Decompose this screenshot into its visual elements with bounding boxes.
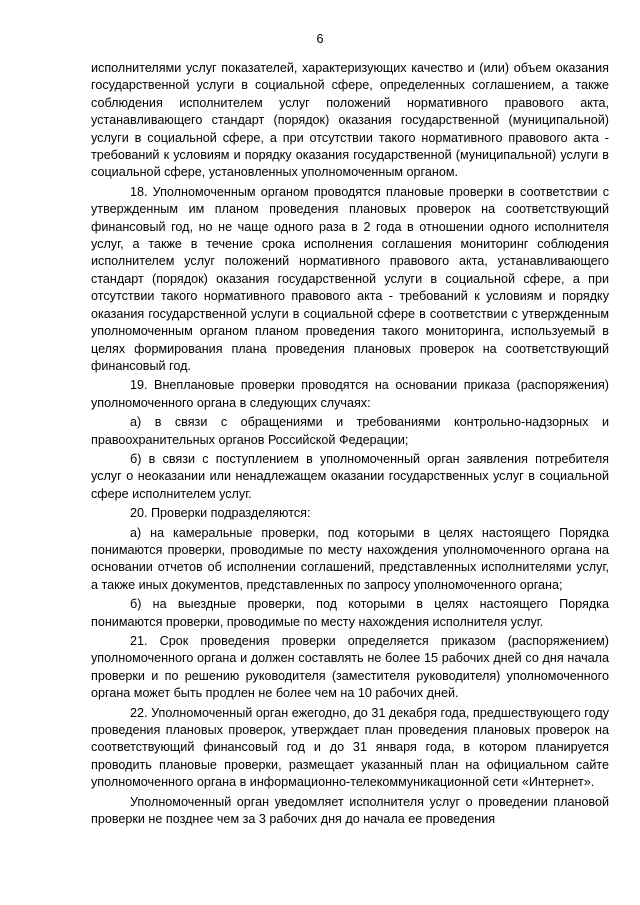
paragraph-20-b: б) на выездные проверки, под которыми в целях настоящего Порядка понимаются проверки, проводимые по месту нахождения исполнителя услуг.	[91, 597, 609, 629]
paragraph-20: 20. Проверки подразделяются:	[130, 506, 311, 521]
document-body	[91, 60, 609, 830]
paragraph-19-a: а) в связи с обращениями и требованиями контрольно-надзорных и правоохранительных органов Российской Федерации;	[91, 415, 609, 447]
paragraph-19-b: б) в связи с поступлением в уполномоченный орган заявления потребителя услуг о неоказании или ненадлежащем оказании государственных услуг в социальной сфере исполнителем услуг.	[91, 451, 609, 501]
paragraph-20-a: а) на камеральные проверки, под которыми в целях настоящего Порядка понимаются проверки, проводимые по месту нахождения уполномоченного органа на основании отчетов об исполнении соглашений, представленных исполнителями услуг, а также иных документов, представленных по запросу уполномоченного органа;	[91, 525, 609, 592]
paragraph-21: 21. Срок проведения проверки определяется приказом (распоряжением) уполномоченного органа и должен составлять не более 15 рабочих дней со дня начала проверки и по решению руководителя (заместителя руководителя) уполномоченного органа может быть продлен не более чем на 10 рабочих дней.	[91, 634, 609, 701]
paragraph-22: 22. Уполномоченный орган ежегодно, до 31 декабря года, предшествующего году проведения плановых проверок, утверждает план проведения плановых проверок на соответствующий финансовый год и до 31 января года, в котором планируется проводить плановые проверки, размещает указанный план на официальном сайте уполномоченного органа в информационно-телекоммуникационной сети «Интернет».	[91, 705, 609, 790]
paragraph-22-notice: Уполномоченный орган уведомляет исполнителя услуг о проведении плановой проверки не позднее чем за 3 рабочих дня до начала ее проведения	[91, 794, 609, 827]
paragraph-19: 19. Внеплановые проверки проводятся на основании приказа (распоряжения) уполномоченного органа в следующих случаях:	[91, 378, 609, 410]
paragraph-continuation: исполнителями услуг показателей, характеризующих качество и (или) объем оказания государственной услуги в социальной сфере, определенных соглашением, а также соблюдения исполнителем услуг положений нормативного правового акта, устанавливающего стандарт (порядок) оказания государственной (муниципальной) услуги в социальной сфере, а при отсутствии такого нормативного правового акта - требований к условиям и порядку оказания государственной (муниципальной) услуги в социальной сфере, установленных уполномоченным органом.	[91, 61, 609, 180]
page-number: 6	[316, 32, 324, 46]
paragraph-18: 18. Уполномоченным органом проводятся плановые проверки в соответствии с утвержденным им планом проведения плановых проверок на соответствующий финансовый год, но не чаще одного раза в 2 года в отношении одного исполнителя услуг, а также в течение срока исполнения соглашения мониторинг соблюдения исполнителем услуг положений нормативного правового акта, устанавливающего стандарт (порядок) оказания государственной услуги в социальной сфере, а при отсутствии такого нормативного правового акта - требований к условиям и порядку оказания государственной услуги в социальной сфере в соответствии с утвержденным уполномоченным органом планом проведения такого мониторинга, используемый в целях формирования плана проведения плановых проверок на соответствующий финансовый год.	[91, 184, 609, 373]
